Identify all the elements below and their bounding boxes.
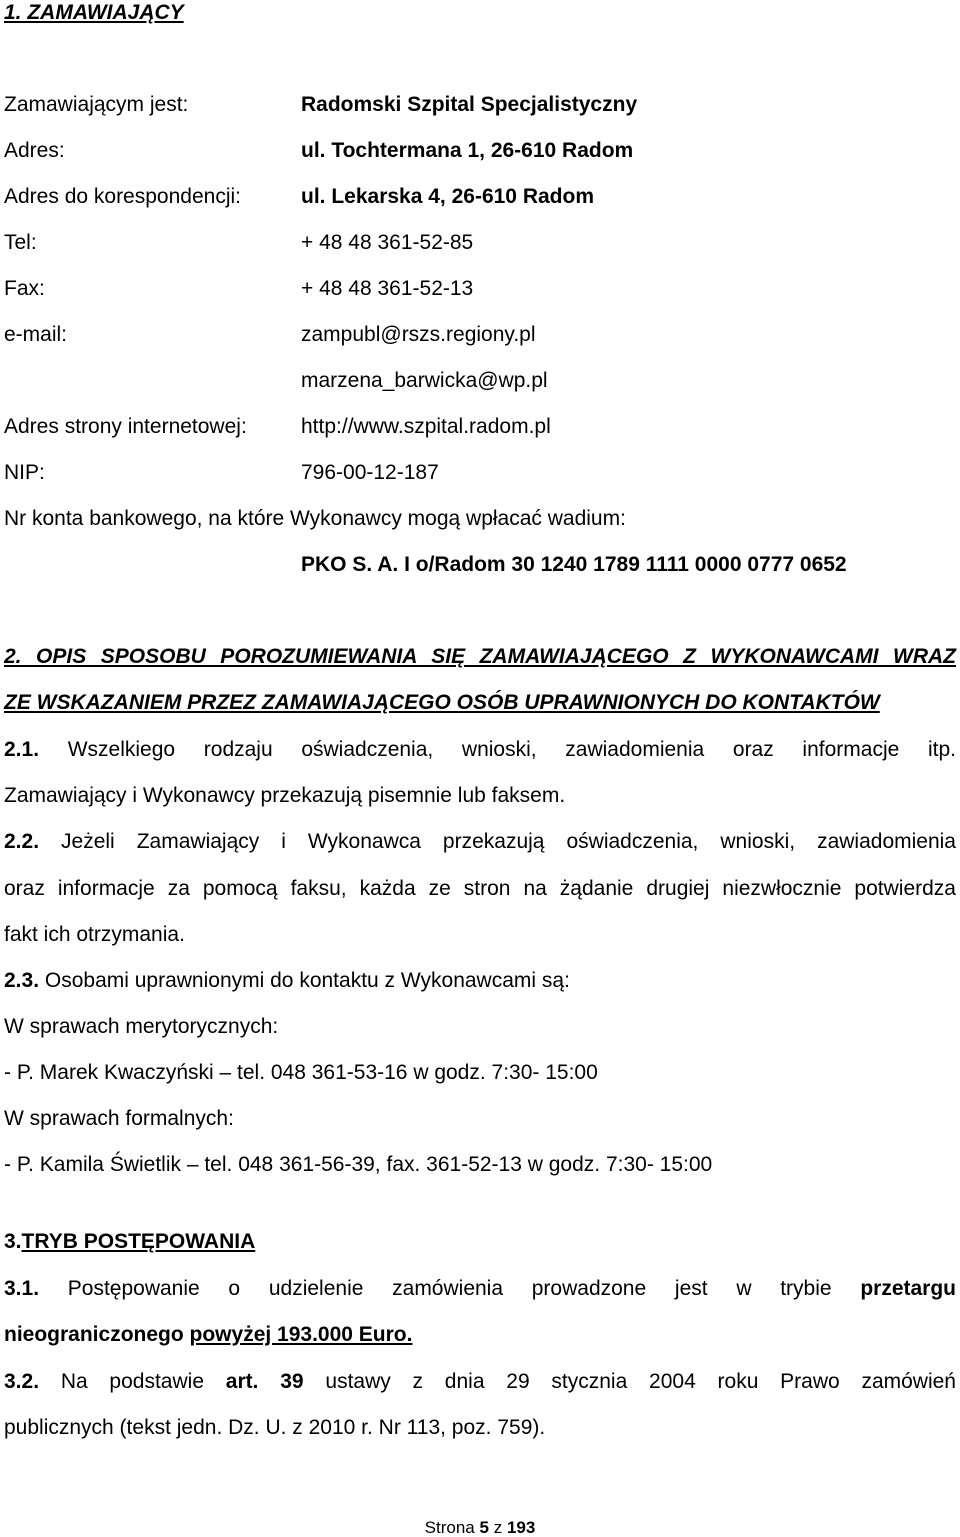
value-correspondence-address: ul. Lekarska 4, 26-610 Radom: [301, 185, 594, 208]
merit-matters-label: W sprawach merytorycznych:: [4, 1015, 279, 1038]
formal-contact-person: - P. Kamila Świetlik – tel. 048 361-56-39, fax. 361-52-13 w godz. 7:30- 15:00: [4, 1153, 713, 1176]
label-correspondence-address: Adres do korespondencji:: [4, 185, 241, 208]
paragraph-2-3: [4, 970, 570, 991]
section-3-title: TRYB POSTĘPOWANIA: [21, 1230, 256, 1253]
paragraph-3-2-text-a: Na podstawie: [60, 1370, 204, 1393]
paragraph-2-1-text: Wszelkiego rodzaju oświadczenia, wnioski, zawiadomienia oraz informacje itp.: [67, 738, 956, 761]
bank-account-number: PKO S. A. I o/Radom 30 1240 1789 1111 0000 0777 0652: [301, 553, 847, 576]
value-address: ul. Tochtermana 1, 26-610 Radom: [301, 139, 634, 162]
paragraph-2-2-number: 2.2.: [4, 830, 40, 853]
paragraph-2-3-text: Osobami uprawnionymi do kontaktu z Wykonawcami są:: [44, 969, 570, 992]
section-3-heading: [4, 1231, 255, 1252]
value-nip: 796-00-12-187: [301, 461, 439, 484]
paragraph-3-1-line-1: [4, 1278, 956, 1299]
paragraph-3-2-number: 3.2.: [4, 1370, 40, 1393]
footer-of: z: [493, 1518, 503, 1537]
label-address: Adres:: [4, 139, 65, 162]
page-footer: [0, 1519, 960, 1536]
footer-total-pages: 193: [506, 1518, 536, 1537]
label-tel: Tel:: [4, 231, 37, 254]
paragraph-2-1-line-2: Zamawiający i Wykonawcy przekazują pisemnie lub faksem.: [4, 784, 566, 807]
label-ordering-party: Zamawiającym jest:: [4, 93, 189, 116]
paragraph-3-1-unlimited: nieograniczonego: [4, 1323, 184, 1346]
value-ordering-party: Radomski Szpital Specjalistyczny: [301, 93, 638, 116]
paragraph-3-1-procedure: przetargu: [860, 1277, 956, 1300]
section-2-heading-line-2: ZE WSKAZANIEM PRZEZ ZAMAWIAJĄCEGO OSÓB UPRAWNIONYCH DO KONTAKTÓW: [4, 691, 880, 714]
section-1-heading: 1. ZAMAWIAJĄCY: [4, 1, 184, 24]
value-fax: + 48 48 361-52-13: [301, 277, 474, 300]
paragraph-3-2-art: art.: [225, 1370, 259, 1393]
paragraph-2-3-number: 2.3.: [4, 969, 40, 992]
footer-prefix: Strona: [424, 1518, 475, 1537]
paragraph-3-2-article-number: 39: [280, 1370, 304, 1393]
value-email-1[interactable]: zampubl@rszs.regiony.pl: [301, 323, 536, 346]
paragraph-2-1-line-1: [4, 739, 956, 760]
paragraph-3-1-threshold: powyżej 193.000 Euro.: [189, 1323, 413, 1346]
label-website: Adres strony internetowej:: [4, 415, 247, 438]
formal-matters-label: W sprawach formalnych:: [4, 1107, 234, 1130]
section-3-number: 3.: [4, 1230, 22, 1253]
label-email: e-mail:: [4, 323, 68, 346]
bank-account-intro: Nr konta bankowego, na które Wykonawcy mogą wpłacać wadium:: [4, 507, 626, 530]
paragraph-3-1-line-2: [4, 1324, 412, 1345]
value-email-2[interactable]: marzena_barwicka@wp.pl: [301, 369, 548, 392]
paragraph-2-2-line-2: oraz informacje za pomocą faksu, każda ze stron na żądanie drugiej niezwłocznie potwierdza: [4, 877, 956, 900]
paragraph-2-1-number: 2.1.: [4, 738, 40, 761]
paragraph-2-2-line-1: [4, 831, 956, 852]
paragraph-3-2-line-1: [4, 1371, 956, 1392]
paragraph-3-1-text: Postępowanie o udzielenie zamówienia prowadzone jest w trybie: [67, 1277, 832, 1300]
section-2-heading-line-1: 2. OPIS SPOSOBU POROZUMIEWANIA SIĘ ZAMAWIAJĄCEGO Z WYKONAWCAMI WRAZ: [4, 645, 956, 668]
paragraph-3-1-number: 3.1.: [4, 1277, 40, 1300]
paragraph-2-2-text: Jeżeli Zamawiający i Wykonawca przekazują oświadczenia, wnioski, zawiadomienia: [61, 830, 956, 853]
label-nip: NIP:: [4, 461, 45, 484]
paragraph-3-2-text-b: ustawy z dnia 29 stycznia 2004 roku Prawo zamówień: [325, 1370, 956, 1393]
paragraph-3-2-line-2: publicznych (tekst jedn. Dz. U. z 2010 r. Nr 113, poz. 759).: [4, 1416, 546, 1439]
value-website[interactable]: http://www.szpital.radom.pl: [301, 415, 551, 438]
paragraph-2-2-line-3: fakt ich otrzymania.: [4, 923, 185, 946]
label-fax: Fax:: [4, 277, 45, 300]
footer-page-number: 5: [479, 1518, 489, 1537]
value-tel: + 48 48 361-52-85: [301, 231, 474, 254]
merit-contact-person: - P. Marek Kwaczyński – tel. 048 361-53-16 w godz. 7:30- 15:00: [4, 1061, 598, 1084]
